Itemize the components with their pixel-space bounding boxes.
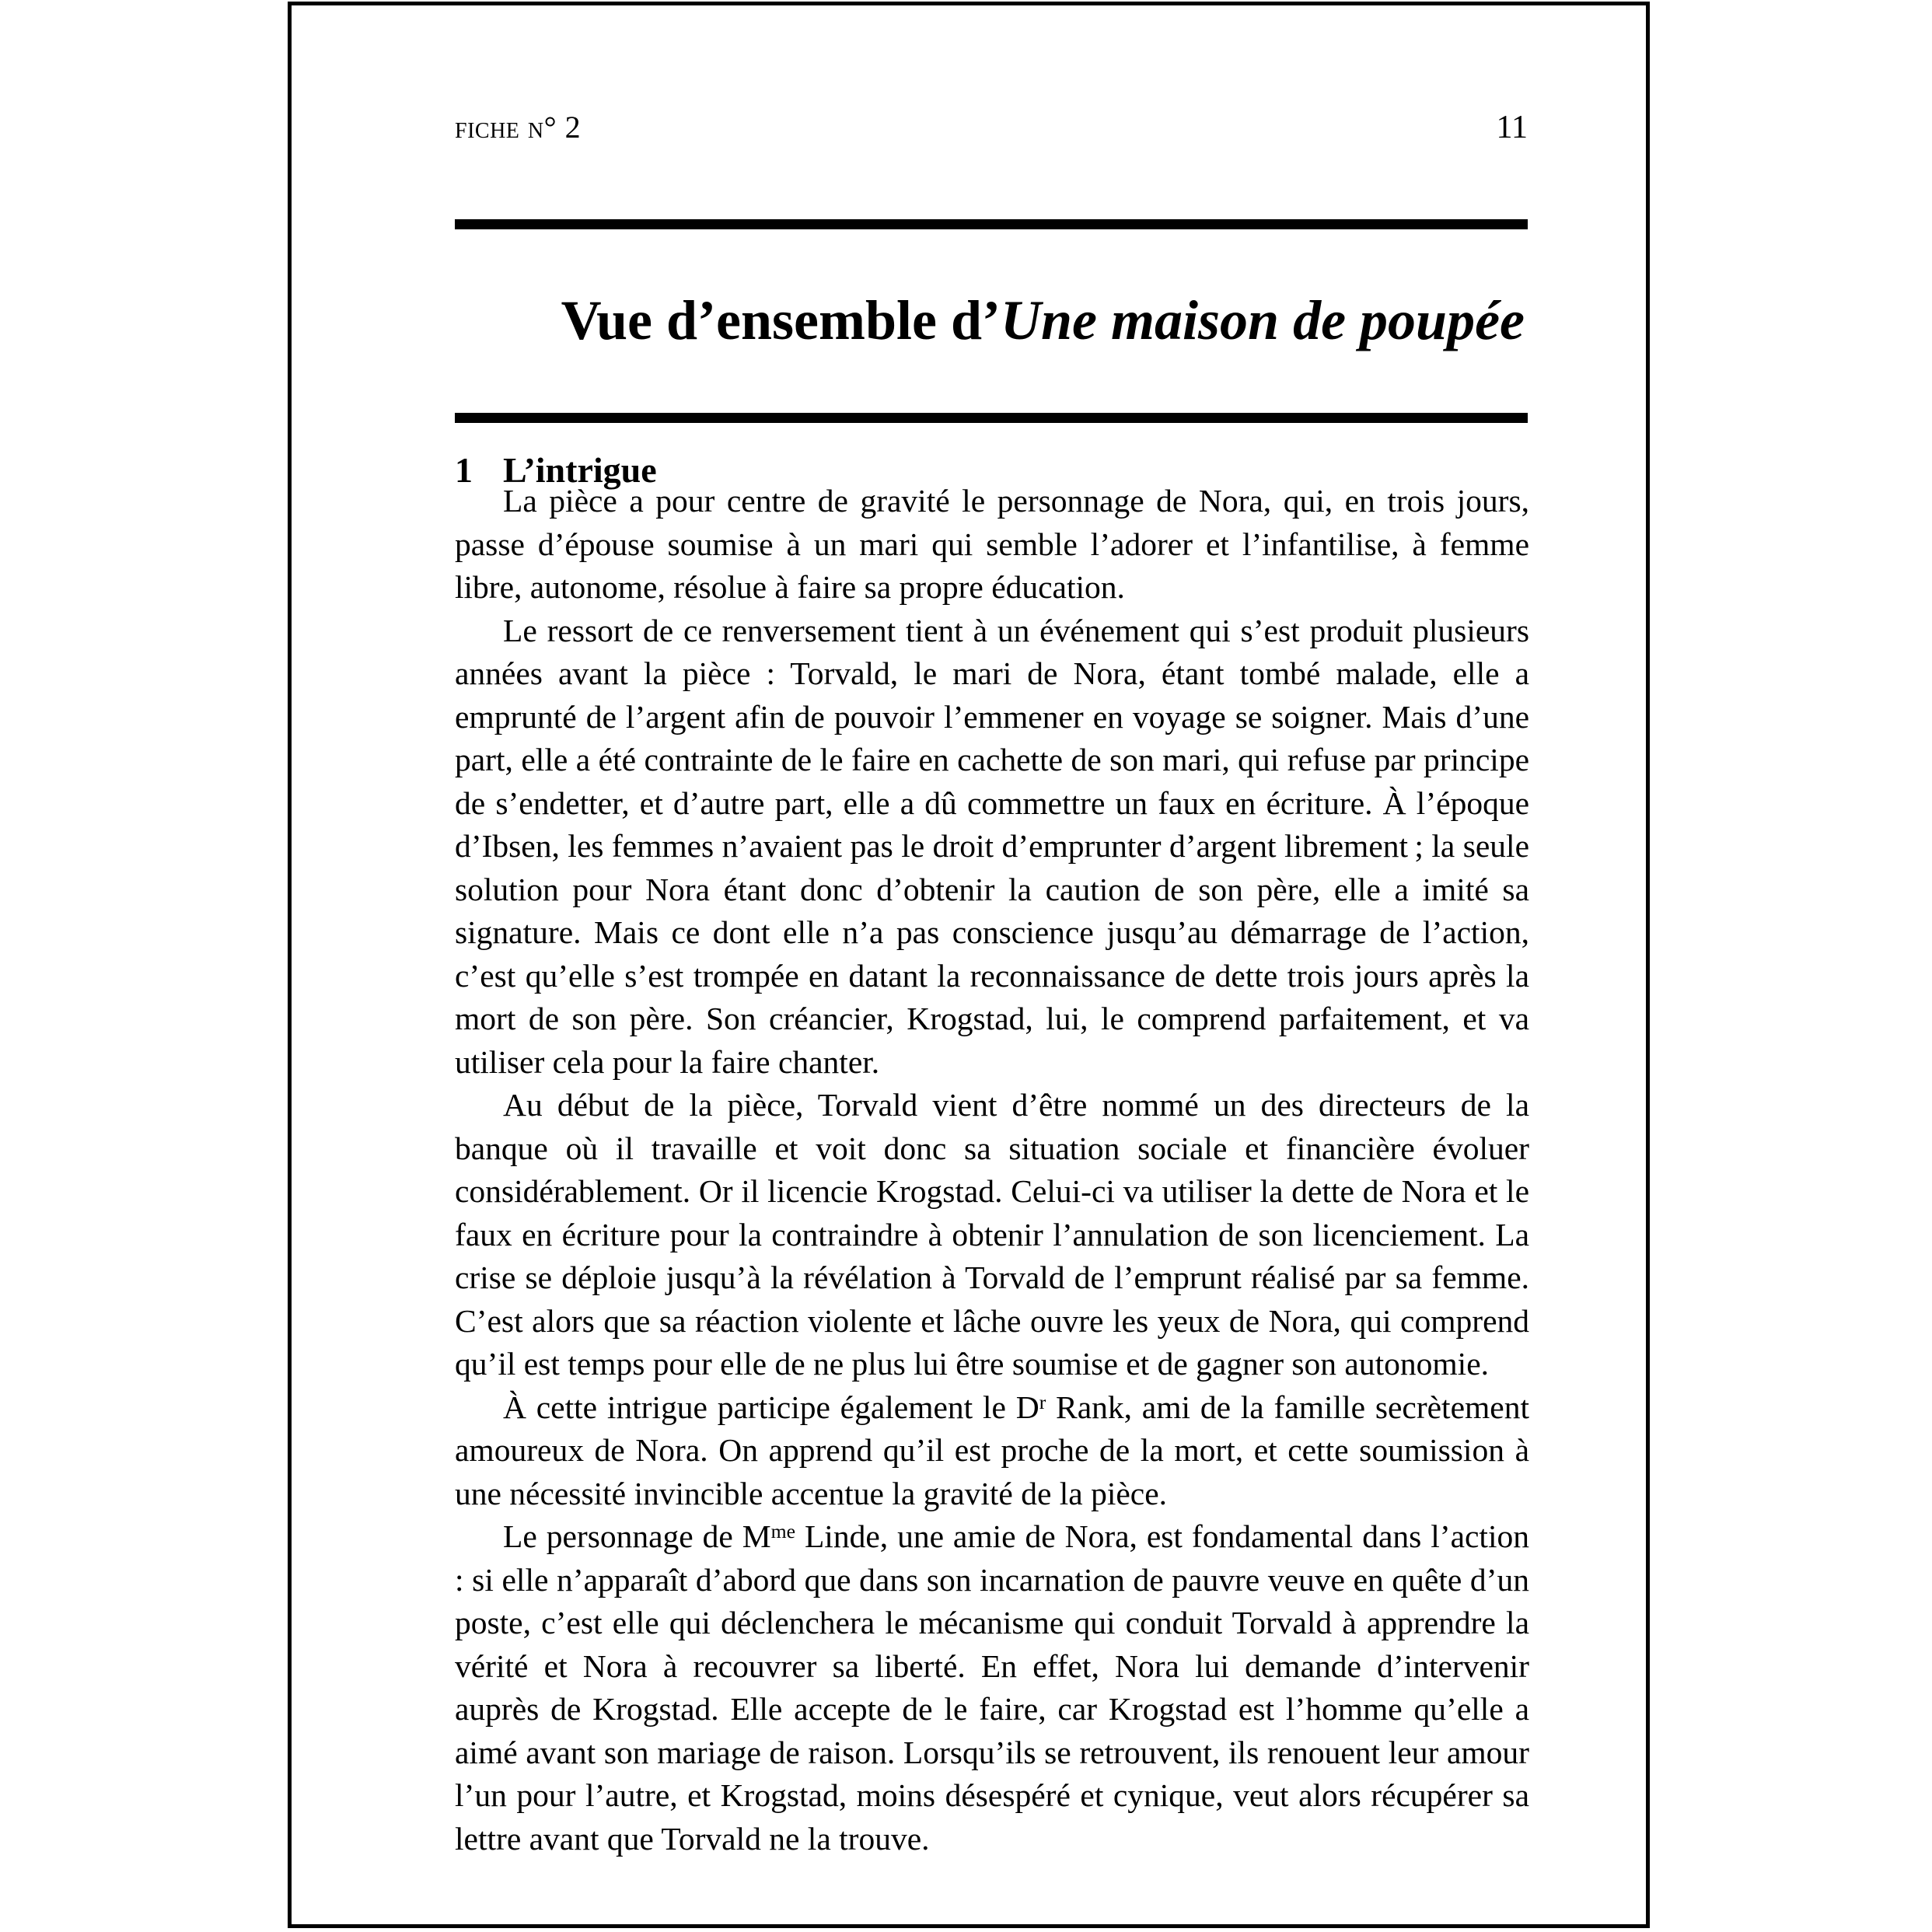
section-label: L’intrigue <box>503 450 657 491</box>
title-rule-top <box>455 219 1528 229</box>
paragraph-dr-rank-after: Rank, ami de la famille secrètement amoureux de Nora. On apprend qu’il est proche de la mort, et cette soumission à une nécessité invincible accentue la gravité de la pièce. <box>455 1389 1529 1511</box>
running-head <box>455 109 1528 152</box>
abbrev-superscript-madame: me <box>770 1520 796 1543</box>
paragraph-dr-rank <box>455 1386 1529 1516</box>
paragraph-dr-rank-before: À cette intrigue participe également le D <box>503 1389 1039 1425</box>
running-head-title: fiche n° 2 <box>455 110 582 145</box>
abbrev-superscript-docteur: r <box>1039 1390 1046 1413</box>
page-number: 11 <box>1496 110 1528 145</box>
paragraph-mme-linde-before: Le personnage de M <box>503 1518 771 1554</box>
page-title-work: Une maison de poupée <box>1001 289 1525 352</box>
body-text <box>455 480 1529 1860</box>
section-number: 1 <box>455 450 473 491</box>
paragraph-mme-linde-after: Linde, une amie de Nora, est fondamental dans l’action : si elle n’apparaît d’abord que dans son incarnation de pauvre veuve en quête d’un poste, c’est elle qui déclenchera le mécanisme qui conduit Torvald à apprendre la vérité et Nora à recouvrer sa liberté. En effet, Nora lui demande d’intervenir auprès de Krogstad. Elle accepte de le faire, car Krogstad est l’homme qu’elle a aimé avant son mariage de raison. Lorsqu’ils se retrouvent, ils renouent leur amour l’un pour l’autre, et Krogstad, moins désespéré et cynique, veut alors récupérer sa lettre avant que Torvald ne la trouve. <box>455 1518 1529 1857</box>
title-block <box>455 219 1528 423</box>
page-title <box>455 267 1528 375</box>
title-rule-bottom <box>455 413 1528 423</box>
paragraph-plot-summary: La pièce a pour centre de gravité le personnage de Nora, qui, en trois jours, passe d’épouse soumise à un mari qui semble l’adorer et l’infantilise, à femme libre, autonome, résolue à faire sa propre éducation. <box>455 483 1529 605</box>
paragraph-backstory: Le ressort de ce renversement tient à un événement qui s’est produit plusieurs années avant la pièce : Torvald, le mari de Nora, étant tombé malade, elle a emprunté de l’argent afin de pouvoir l’emmener en voyage se soigner. Mais d’une part, elle a été contrainte de le faire en cachette de son mari, qui refuse par principe de s’endetter, et d’autre part, elle a dû commettre un faux en écriture. À l’époque d’Ibsen, les femmes n’avaient pas le droit d’emprunter d’argent librement ; la seule solution pour Nora étant donc d’obtenir la caution de son père, elle a imité sa signature. Mais ce dont elle n’a pas conscience jusqu’au démarrage de l’action, c’est qu’elle s’est trompée en datant la reconnaissance de dette trois jours après la mort de son père. Son créancier, Krogstad, lui, le comprend parfaitement, et va utiliser cela pour la faire chanter. <box>455 612 1529 1080</box>
page-title-lead: Vue d’ensemble d’ <box>561 289 1001 352</box>
paragraph-crisis: Au début de la pièce, Torvald vient d’être nommé un des directeurs de la banque où il travaille et voit donc sa situation sociale et financière évoluer considérablement. Or il licencie Krogstad. Celui-ci va utiliser la dette de Nora et le faux en écriture pour la contraindre à obtenir l’annulation de son licenciement. La crise se déploie jusqu’à la révélation à Torvald de l’emprunt réalisé par sa femme. C’est alors que sa réaction violente et lâche ouvre les yeux de Nora, qui comprend qu’il est temps pour elle de ne plus lui être soumise et de gagner son autonomie. <box>455 1087 1529 1382</box>
paragraph-mme-linde <box>455 1515 1529 1860</box>
